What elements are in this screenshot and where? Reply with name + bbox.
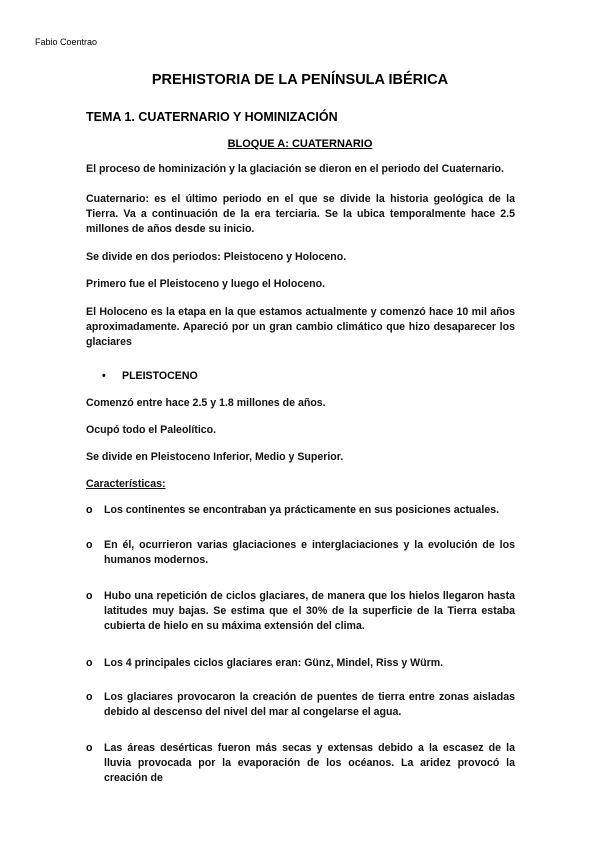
list-item: Los glaciares provocaron la creación de puentes de tierra entre zonas aisladas debido al descenso del nivel del mar al congelarse el agua. xyxy=(104,691,515,719)
paragraph: El proceso de hominización y la glaciación se dieron en el periodo del Cuaternario. xyxy=(86,163,504,175)
paragraph: El Holoceno es la etapa en la que estamos actualmente y comenzó hace 10 mil años aproximadamente. Apareció por un gran cambio climático que hizo desaparecer los glaciares xyxy=(86,306,515,349)
list-item: Los 4 principales ciclos glaciares eran: Günz, Mindel, Riss y Würm. xyxy=(104,657,444,669)
block-heading: BLOQUE A: CUATERNARIO xyxy=(227,138,373,150)
list-marker-icon: o xyxy=(86,657,93,669)
paragraph: Se divide en dos periodos: Pleistoceno y Holoceno. xyxy=(86,251,347,263)
list-item: Los continentes se encontraban ya prácticamente en sus posiciones actuales. xyxy=(104,504,500,516)
characteristics-heading: Características: xyxy=(86,478,166,490)
list-item: En él, ocurrieron varias glaciaciones e interglaciaciones y la evolución de los humanos modernos. xyxy=(104,539,515,567)
topic-heading: TEMA 1. CUATERNARIO Y HOMINIZACIÓN xyxy=(86,110,338,124)
paragraph: Se divide en Pleistoceno Inferior, Medio y Superior. xyxy=(86,451,344,463)
list-marker-icon: o xyxy=(86,742,93,754)
paragraph: Primero fue el Pleistoceno y luego el Holoceno. xyxy=(86,278,326,290)
list-marker-icon: o xyxy=(86,504,93,516)
list-marker-icon: o xyxy=(86,691,93,703)
list-item: Hubo una repetición de ciclos glaciares, de manera que los hielos llegaron hasta latitudes muy bajas. Se estima que el 30% de la superficie de la Tierra estaba cubierta de hielo en su máxima extensión del clima. xyxy=(104,590,515,633)
list-marker-icon: o xyxy=(86,539,93,551)
paragraph: Ocupó todo el Paleolítico. xyxy=(86,424,217,436)
author-header: Fabio Coentrao xyxy=(35,37,98,47)
list-marker-icon: o xyxy=(86,590,93,602)
paragraph: Comenzó entre hace 2.5 y 1.8 millones de años. xyxy=(86,397,326,409)
list-item: Las áreas desérticas fueron más secas y extensas debido a la escasez de la lluvia provocada por la evaporación de los océanos. La aridez provocó la creación de xyxy=(104,742,515,785)
bullet-icon: • xyxy=(102,370,106,382)
paragraph: Cuaternario: es el último periodo en el que se divide la historia geológica de la Tierra. Va a continuación de la era terciaria. Se la ubica temporalmente hace 2.5 millones de años desde su inicio. xyxy=(86,193,515,236)
document-title: PREHISTORIA DE LA PENÍNSULA IBÉRICA xyxy=(151,72,449,88)
section-bullet-label: PLEISTOCENO xyxy=(122,370,198,382)
